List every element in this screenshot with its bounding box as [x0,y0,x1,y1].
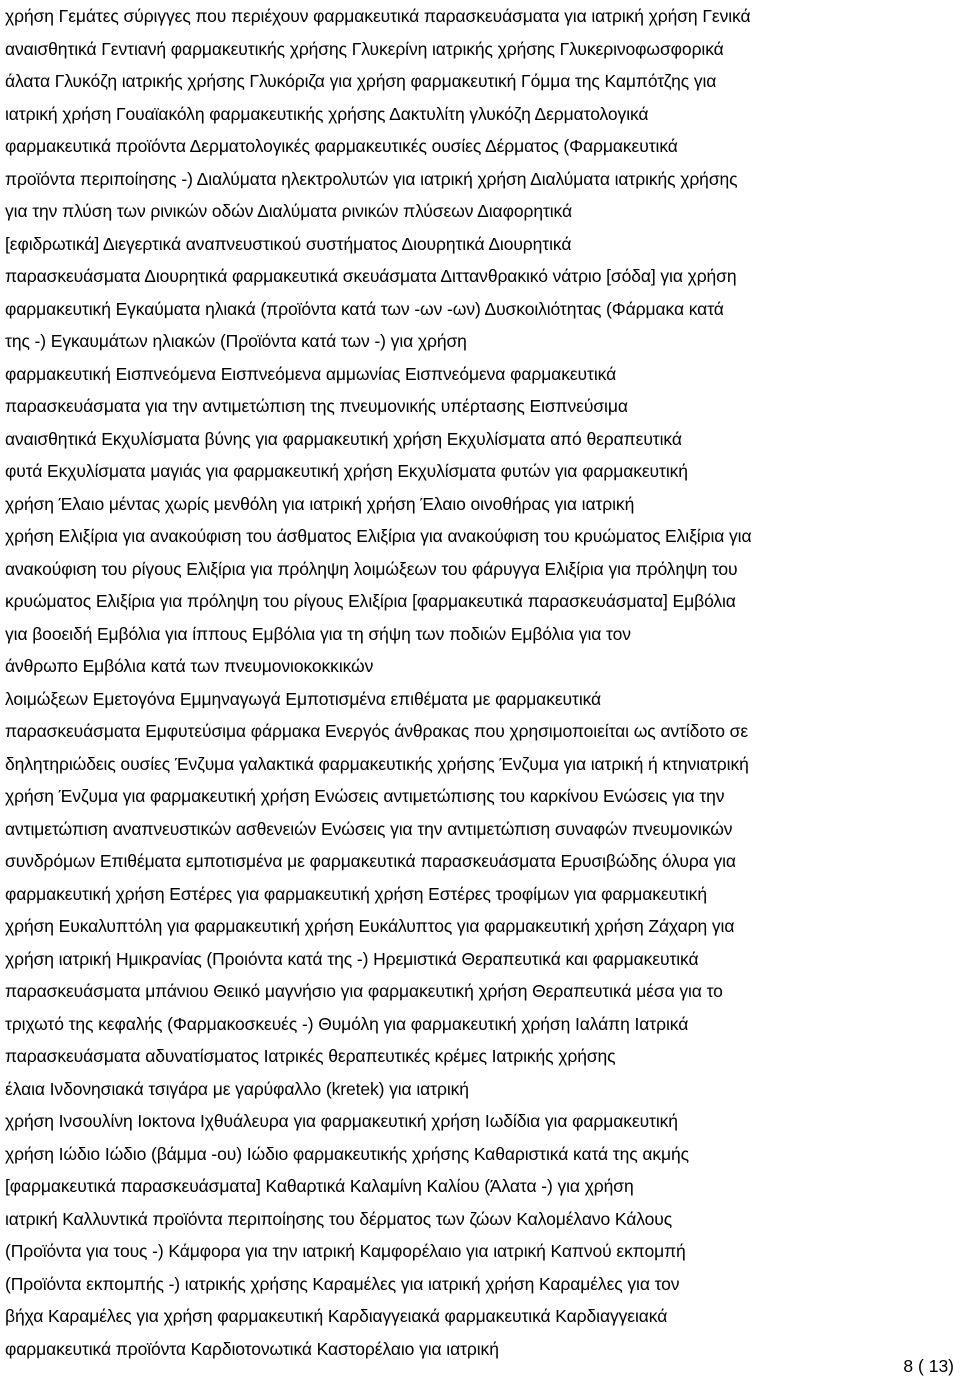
text-line: τριχωτό της κεφαλής (Φαρμακοσκευές -) Θυμόλη για φαρμακευτική χρήση Ιαλάπη Ιατρικά [5,1013,689,1034]
text-line: παρασκευάσματα Εμφυτεύσιμα φάρμακα Ενεργός άνθρακας που χρησιμοποιείται ως αντίδοτο σε [5,721,749,741]
text-line: έλαια Ινδονησιακά τσιγάρα με γαρύφαλλο (kretek) για ιατρική [5,1078,469,1099]
text-line: παρασκευάσματα Διουρητικά φαρμακευτικά σκευάσματα Διττανθρακικό νάτριο [σόδα] για χρήση [5,266,737,286]
text-line: χρήση Ευκαλυπτόλη για φαρμακευτική χρήση Ευκάλυπτος για φαρμακευτική χρήση Ζάχαρη για [5,916,735,936]
page-number: 8 ( 13) [903,1356,954,1376]
text-line: παρασκευάσματα μπάνιου Θειικό μαγνήσιο για φαρμακευτική χρήση Θεραπευτικά μέσα για το [5,981,723,1001]
text-line: αναισθητικά Γεντιανή φαρμακευτικής χρήσης Γλυκερίνη ιατρικής χρήσης Γλυκερινοφωσφορικά [5,38,724,59]
text-line: [φαρμακευτικά παρασκευάσματα] Καθαρτικά Καλαμίνη Καλίου (Άλατα -) για χρήση [5,1176,634,1196]
text-line: χρήση Ινσουλίνη Ιοκτονα Ιχθυάλευρα για φαρμακευτική χρήση Ιωδίδια για φαρμακευτική [5,1111,678,1131]
text-line: για βοοειδή Εμβόλια για ίππους Εμβόλια για τη σήψη των ποδιών Εμβόλια για τον [5,623,631,644]
text-line: αναισθητικά Εκχυλίσματα βύνης για φαρμακευτική χρήση Εκχυλίσματα από θεραπευτικά [5,428,682,449]
text-line: φαρμακευτική Εισπνεόμενα Εισπνεόμενα αμμωνίας Εισπνεόμενα φαρμακευτικά [5,363,617,384]
text-line: για την πλύση των ρινικών οδών Διαλύματα ρινικών πλύσεων Διαφορητικά [5,201,573,221]
text-line: παρασκευάσματα για την αντιμετώπιση της πνευμονικής υπέρτασης Εισπνεύσιμα [5,396,628,416]
text-line: άλατα Γλυκόζη ιατρικής χρήσης Γλυκόριζα για χρήση φαρμακευτική Γόμμα της Καμπότζης για [5,71,717,91]
text-line: χρήση Γεμάτες σύριγγες που περιέχουν φαρμακευτικά παρασκευάσματα για ιατρική χρήση Γενικά [5,6,751,26]
text-line: (Προϊόντα για τους -) Κάμφορα για την ιατρική Καμφορέλαιο για ιατρική Καπνού εκπομπή [5,1241,686,1261]
text-line: λοιμώξεων Εμετογόνα Εμμηναγωγά Εμποτισμένα επιθέματα με φαρμακευτικά [5,688,602,709]
text-line: χρήση Ιώδιο Ιώδιο (βάμμα -ου) Ιώδιο φαρμακευτικής χρήσης Καθαριστικά κατά της ακμής [5,1143,689,1164]
text-line: φαρμακευτική Εγκαύματα ηλιακά (προϊόντα κατά των -ων -ων) Δυσκοιλιότητας (Φάρμακα κατά [5,298,724,319]
text-line: ανακούφιση του ρίγους Ελιξίρια για πρόληψη λοιμώξεων του φάρυγγα Ελιξίρια για πρόληψη του [5,558,738,579]
text-line: κρυώματος Ελιξίρια για πρόληψη του ρίγους Ελιξίρια [φαρμακευτικά παρασκευάσματα] Εμβόλια [5,591,736,611]
text-line: χρήση Έλαιο μέντας χωρίς μενθόλη για ιατρική χρήση Έλαιο οινοθήρας για ιατρική [5,493,635,514]
text-line: της -) Εγκαυμάτων ηλιακών (Προϊόντα κατά των -) για χρήση [5,331,467,351]
text-line: χρήση Ένζυμα για φαρμακευτική χρήση Ενώσεις αντιμετώπισης του καρκίνου Ενώσεις για την [5,786,725,806]
text-line: συνδρόμων Επιθέματα εμποτισμένα με φαρμακευτικά παρασκευάσματα Ερυσιβώδης όλυρα για [5,851,736,871]
text-line: (Προϊόντα εκπομπής -) ιατρικής χρήσης Καραμέλες για ιατρική χρήση Καραμέλες για τον [5,1273,680,1294]
text-line: φυτά Εκχυλίσματα μαγιάς για φαρμακευτική χρήση Εκχυλίσματα φυτών για φαρμακευτική [5,461,688,481]
text-line: παρασκευάσματα αδυνατίσματος Ιατρικές θεραπευτικές κρέμες Ιατρικής χρήσης [5,1046,616,1066]
text-line: [εφιδρωτικά] Διεγερτικά αναπνευστικού συστήματος Διουρητικά Διουρητικά [5,233,572,254]
text-line: προϊόντα περιποίησης -) Διαλύματα ηλεκτρολυτών για ιατρική χρήση Διαλύματα ιατρικής χρήσης [5,168,738,189]
goods-list-text [5,0,955,1365]
text-line: φαρμακευτική χρήση Εστέρες για φαρμακευτική χρήση Εστέρες τροφίμων για φαρμακευτική [5,883,707,904]
text-line: ιατρική Καλλυντικά προϊόντα περιποίησης του δέρματος των ζώων Καλομέλανο Κάλους [5,1208,673,1229]
text-line: δηλητηριώδεις ουσίες Ένζυμα γαλακτικά φαρμακευτικής χρήσης Ένζυμα για ιατρική ή κτηνιατρική [5,753,749,774]
text-line: βήχα Καραμέλες για χρήση φαρμακευτική Καρδιαγγειακά φαρμακευτικά Καρδιαγγειακά [5,1306,668,1326]
text-line: χρήση Ελιξίρια για ανακούφιση του άσθματος Ελιξίρια για ανακούφιση του κρυώματος Ελιξίρια για [5,526,752,546]
text-line: φαρμακευτικά προϊόντα Καρδιοτονωτικά Καστορέλαιο για ιατρική [5,1338,499,1359]
text-line: ιατρική χρήση Γουαϊακόλη φαρμακευτικής χρήσης Δακτυλίτη γλυκόζη Δερματολογικά [5,103,649,124]
text-line: χρήση ιατρική Ημικρανίας (Προιόντα κατά της -) Ηρεμιστικά Θεραπευτικά και φαρμακευτικά [5,948,699,969]
text-line: άνθρωπο Εμβόλια κατά των πνευμονιοκοκκικών [5,656,374,676]
text-line: αντιμετώπιση αναπνευστικών ασθενειών Ενώσεις για την αντιμετώπιση συναφών πνευμονικών [5,818,733,839]
text-line: φαρμακευτικά προϊόντα Δερματολογικές φαρμακευτικές ουσίες Δέρματος (Φαρμακευτικά [5,136,678,156]
